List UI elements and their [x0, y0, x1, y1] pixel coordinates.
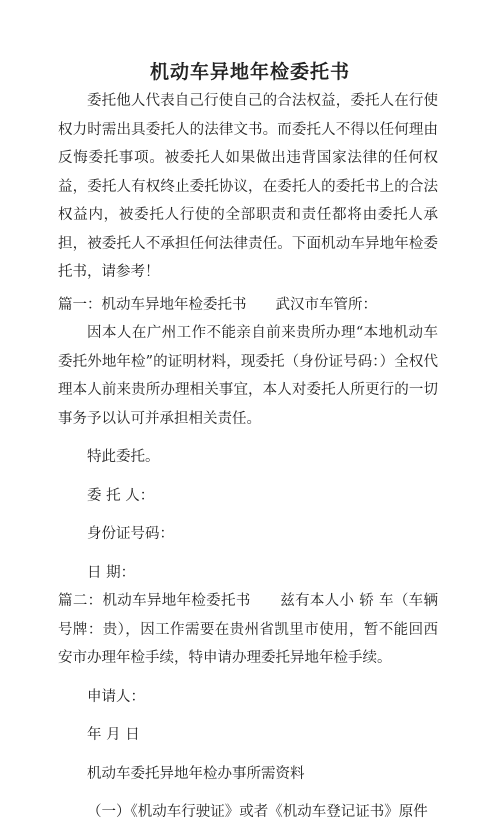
document-body: [58, 87, 438, 827]
section1-principal-line: 委 托 人：: [87, 487, 155, 504]
section2-applicant-line: 申请人：: [87, 688, 145, 705]
materials-heading: 机动车委托异地年检办事所需资料: [87, 765, 305, 782]
section2-paragraph: 篇二：机动车异地年检委托书 兹有本人小 轿 车（车辆号牌：贵），因工作需要在贵州省凯里市使用，暂不能回西安市办理年检手续，特申请办理委托异地年检手续。: [58, 593, 438, 666]
section1-body: 因本人在广州工作不能亲自前来贵所办理“本地机动车委托外地年检”的证明材料，现委托（身份证号码：）全权代理本人前来贵所办理相关事宜，本人对委托人所更行的一切事务予以认可并承担相关责任。: [58, 325, 438, 427]
intro-paragraph: 委托他人代表自己行使自己的合法权益，委托人在行使权力时需出具委托人的法律文书。而委托人不得以任何理由反悔委托事项。被委托人如果做出违背国家法律的任何权益，委托人有权终止委托协议，在委托人的委托书上的合法权益内，被委托人行使的全部职责和责任都将由委托人承担，被委托人不承担任何法律责任。下面机动车异地年检委托书，请参考！: [58, 93, 438, 280]
section1-id-number-line: 身份证号码：: [87, 526, 174, 542]
document-title: 机动车异地年检委托书: [149, 61, 350, 83]
section1-heading: 篇一：机动车异地年检委托书 武汉市车管所：: [58, 296, 377, 313]
section1-date-line: 日 期：: [87, 564, 136, 581]
section1-closing: 特此委托。: [87, 449, 160, 465]
materials-item-1: （一）《机动车行驶证》或者《机动车登记证书》原件: [87, 804, 428, 820]
section2-date-line: 年 月 日: [87, 727, 140, 743]
